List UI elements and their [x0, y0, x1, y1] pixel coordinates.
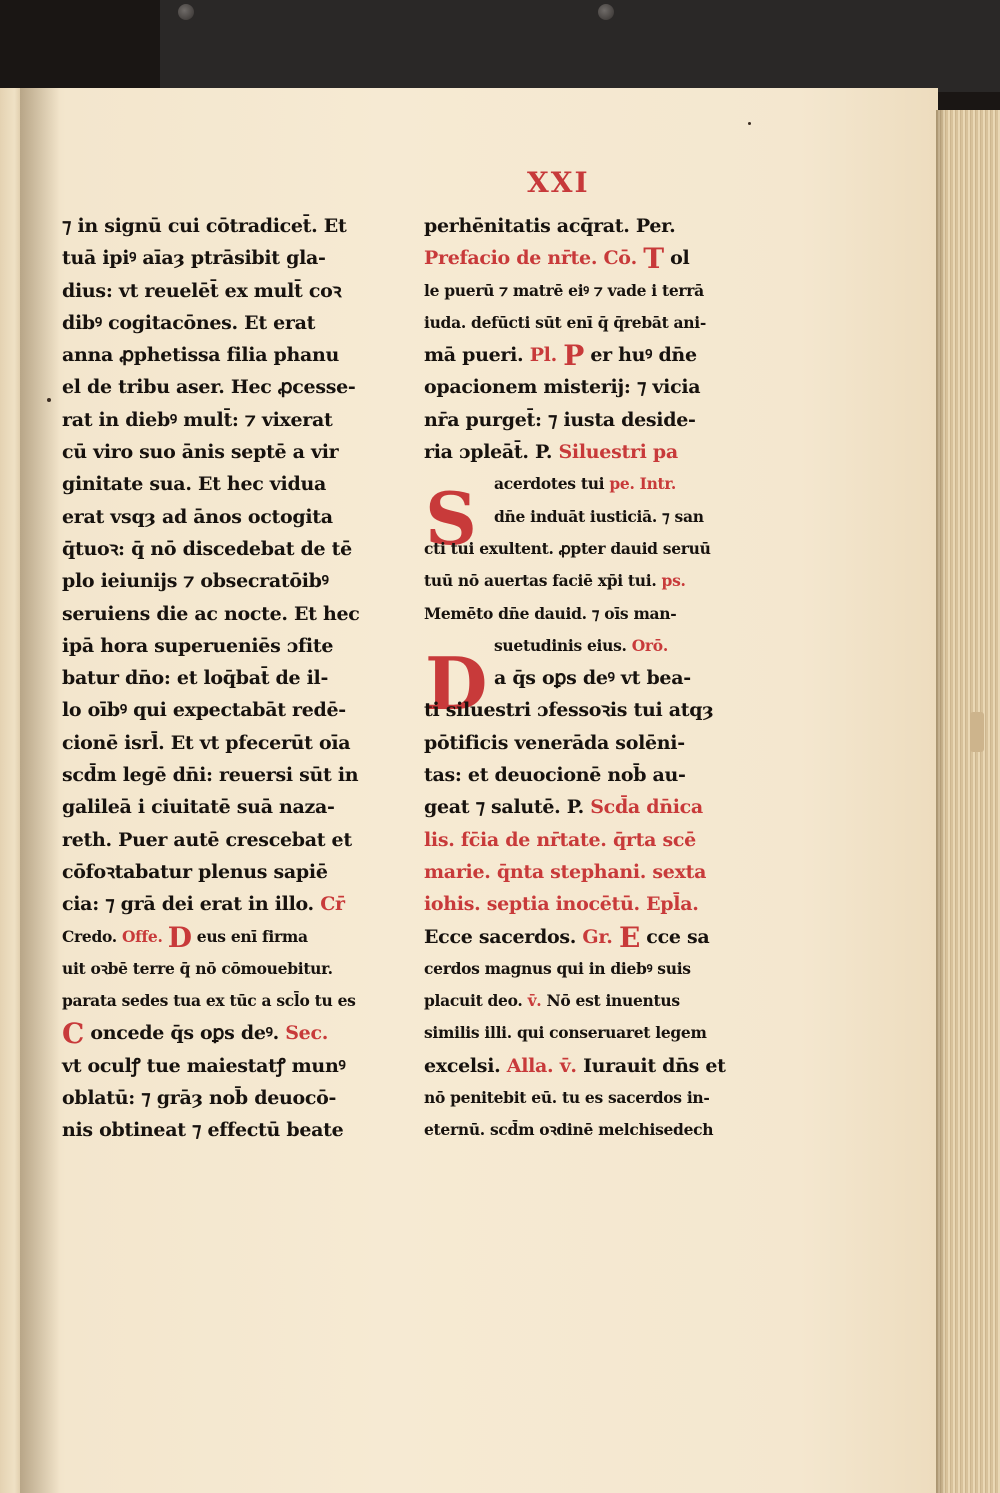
- text-segment: oncede q̄s oꝑs deꝰ.: [84, 1022, 286, 1045]
- rubric-text: ps.: [661, 571, 686, 591]
- rubric-text: lis. fc̄ia de nr̄tate. q̄rta scē: [424, 828, 696, 851]
- text-segment: plo ieiunijs ⁊ obsecratōibꝰ: [62, 570, 329, 593]
- initial-letter: E: [618, 920, 640, 954]
- text-line: [424, 1082, 740, 1114]
- text-segment: galileā i ciuitatē suā naza-: [62, 796, 335, 819]
- screw-icon: [598, 4, 614, 20]
- text-line: [62, 953, 382, 985]
- text-segment: dibꝰ cogitacōnes. Et erat: [62, 311, 316, 334]
- rubric-text: v̄.: [527, 991, 542, 1011]
- rubric-text: Scd̄a dn̄ica: [590, 796, 703, 819]
- text-segment: Ecce sacerdos.: [424, 925, 583, 948]
- text-segment: q̄tuoꝛ: q̄ nō discedebat de tē: [62, 537, 352, 560]
- text-segment: pōtificis venerāda solēni-: [424, 731, 685, 754]
- text-line: [424, 1050, 740, 1082]
- text-segment: similis illi. qui conseruaret legem: [424, 1023, 707, 1043]
- text-segment: mā pueri.: [424, 344, 530, 367]
- page-tab: [970, 712, 984, 752]
- rubric-text: Sec.: [285, 1022, 329, 1045]
- text-segment: reth. Puer autē crescebat et: [62, 828, 352, 851]
- text-line: [424, 662, 740, 694]
- text-segment: parata sedes tua ex tūc a scl̄o tu es: [62, 991, 356, 1011]
- text-segment: cōfoꝛtabatur plenus sapiē: [62, 860, 328, 883]
- text-line: [62, 404, 382, 436]
- scanner-frame: [160, 0, 1000, 92]
- text-segment: cionē isrl̄. Et vt pfecerūt oīa: [62, 731, 351, 754]
- folio-number: XXI: [527, 166, 590, 199]
- initial-letter: D: [167, 920, 192, 954]
- text-segment: Iurauit dn̄s et: [576, 1054, 726, 1077]
- rubric-text: marie. q̄nta stephani. sexta: [424, 860, 707, 883]
- text-segment: er huꝰ dn̄e: [584, 344, 697, 367]
- text-line: [424, 921, 740, 953]
- text-segment: batur dn̄o: et loq̄bat̄ de il-: [62, 667, 329, 690]
- text-segment: perhēnitatis acq̄rat. Per.: [424, 215, 676, 237]
- decorated-initial-s: S: [425, 476, 477, 561]
- text-column-left: [62, 210, 382, 1147]
- text-line: [424, 275, 740, 307]
- text-line: [424, 468, 740, 500]
- text-line: [62, 1050, 382, 1082]
- text-line: [62, 727, 382, 759]
- text-segment: ginitate sua. Et hec vidua: [62, 473, 326, 496]
- text-line: [62, 1114, 382, 1146]
- text-segment: cce sa: [639, 925, 710, 948]
- margin-mark: [47, 398, 51, 402]
- text-segment: rat in diebꝰ mult̄: ⁊ vixerat: [62, 408, 333, 431]
- rubric-text: Orō.: [631, 635, 668, 655]
- text-segment: ipā hora superueniēs ɔfite: [62, 634, 334, 657]
- text-segment: tuū nō auertas faciē xp̄i tui.: [424, 571, 662, 591]
- text-segment: tas: et deuocionē nob̄ au-: [424, 764, 686, 787]
- text-line: [62, 824, 382, 856]
- text-line: [62, 694, 382, 726]
- text-line: [62, 501, 382, 533]
- text-line: [424, 1114, 740, 1146]
- text-segment: cia: ⁊ grā dei erat in illo.: [62, 893, 321, 916]
- text-line: [62, 630, 382, 662]
- text-segment: ti siluestri ɔfessoꝛis tui atqȝ: [424, 699, 714, 722]
- decorated-initial-d: D: [425, 641, 488, 726]
- text-line: [62, 565, 382, 597]
- text-line: [62, 888, 382, 920]
- text-segment: geat ⁊ salutē. P.: [424, 796, 591, 819]
- text-segment: anna ꝓphetissa filia phanu: [62, 344, 340, 367]
- text-line: [62, 468, 382, 500]
- text-segment: suetudinis eius.: [494, 635, 632, 655]
- text-line: [424, 856, 740, 888]
- text-line: [62, 598, 382, 630]
- text-segment: Memēto dn̄e dauid. ⁊ oīs man-: [424, 603, 677, 623]
- rubric-text: Siluestri pa: [558, 441, 678, 464]
- text-line: [62, 662, 382, 694]
- rubric-text: iohis. septia inocētū. Epl̄a.: [424, 893, 699, 916]
- text-segment: nr̄a purget̄: ⁊ iusta deside-: [424, 408, 696, 431]
- text-line: [424, 1017, 740, 1049]
- text-segment: oblatū: ⁊ grāȝ nob̄ deuocō-: [62, 1087, 337, 1110]
- text-line: [424, 371, 740, 403]
- text-line: [62, 339, 382, 371]
- text-segment: tuā ipiꝰ aīaȝ ptrāsibit gla-: [62, 247, 326, 270]
- text-line: [62, 856, 382, 888]
- text-segment: cti tui exultent. ꝓpter dauid seruū: [424, 538, 711, 558]
- text-line: [62, 921, 382, 953]
- text-segment: acerdotes tui: [494, 474, 610, 494]
- text-line: [62, 275, 382, 307]
- text-segment: cū viro suo ānis septē a vir: [62, 441, 339, 464]
- rubric-text: Gr.: [582, 925, 613, 948]
- initial-letter: T: [643, 242, 664, 276]
- text-line: [424, 404, 740, 436]
- text-line: [424, 824, 740, 856]
- text-segment: scd̄m legē dn̄i: reuersi sūt in: [62, 764, 359, 787]
- initial-letter: P: [563, 339, 585, 373]
- text-line: [62, 791, 382, 823]
- spine-shadow: [20, 88, 60, 1493]
- text-column-right: [424, 210, 740, 1147]
- text-line: [424, 598, 740, 630]
- text-segment: eternū. scd̄m oꝛdinē melchisedech: [424, 1120, 714, 1140]
- text-segment: opacionem misterij: ⁊ vicia: [424, 376, 701, 399]
- text-line: [424, 242, 740, 274]
- text-line: [62, 759, 382, 791]
- text-line: [424, 953, 740, 985]
- text-line: [62, 436, 382, 468]
- text-line: [62, 533, 382, 565]
- text-line: [424, 533, 740, 565]
- text-line: [62, 210, 382, 242]
- text-line: [424, 727, 740, 759]
- rubric-text: Pl.: [529, 344, 557, 367]
- text-line: [424, 210, 740, 242]
- text-line: [62, 985, 382, 1017]
- text-segment: eus enī firma: [191, 926, 308, 946]
- text-line: [424, 501, 740, 533]
- text-segment: el de tribu aser. Hec ꝓcesse-: [62, 376, 356, 399]
- text-line: [424, 339, 740, 371]
- text-segment: dius: vt reuelēt̄ ex mult̄ coꝛ: [62, 279, 342, 302]
- initial-letter: C: [62, 1017, 84, 1051]
- text-segment: vt oculꝭ tue maiestatꝭ munꝰ: [62, 1054, 346, 1077]
- text-segment: iuda. defūcti sūt enī q̄ q̄rebāt ani-: [424, 312, 706, 332]
- rubric-text: Prefacio de nr̄te. Cō.: [424, 247, 637, 270]
- text-segment: placuit deo.: [424, 991, 528, 1011]
- text-segment: Nō est inuentus: [541, 991, 680, 1011]
- text-segment: nis obtineat ⁊ effectū beate: [62, 1119, 344, 1142]
- text-line: [424, 888, 740, 920]
- text-segment: ol: [663, 247, 690, 270]
- text-line: [424, 791, 740, 823]
- screw-icon: [178, 4, 194, 20]
- text-line: [424, 985, 740, 1017]
- text-line: [62, 307, 382, 339]
- text-line: [424, 436, 740, 468]
- text-segment: Credo.: [62, 926, 122, 946]
- text-line: [62, 1017, 382, 1049]
- rubric-text: Offe.: [121, 926, 163, 946]
- text-segment: cerdos magnus qui in diebꝰ suis: [424, 958, 691, 978]
- text-segment: uit oꝛbē terre q̄ nō cōmouebitur.: [62, 958, 333, 978]
- text-segment: seruiens die ac nocte. Et hec: [62, 602, 360, 625]
- text-segment: erat vsqȝ ad ānos octogita: [62, 505, 333, 528]
- text-line: [62, 1082, 382, 1114]
- text-line: [424, 307, 740, 339]
- text-line: [62, 371, 382, 403]
- text-segment: le puerū ⁊ matrē eiꝰ ⁊ vade i terrā: [424, 280, 704, 300]
- text-segment: nō penitebit eū. tu es sacerdos in-: [424, 1088, 710, 1108]
- rubric-text: v̄.: [559, 1054, 577, 1077]
- text-segment: excelsi.: [424, 1054, 507, 1077]
- text-line: [424, 759, 740, 791]
- text-line: [424, 630, 740, 662]
- rubric-text: Cr̄: [320, 893, 345, 916]
- rubric-text: Alla.: [506, 1054, 554, 1077]
- text-line: [424, 694, 740, 726]
- text-line: [62, 242, 382, 274]
- text-line: [424, 565, 740, 597]
- rubric-text: pe. Intr.: [609, 474, 676, 494]
- text-segment: dn̄e induāt iusticiā. ⁊ san: [494, 506, 704, 526]
- text-segment: ria ɔpleāt̄. P.: [424, 441, 559, 464]
- margin-mark: [748, 122, 751, 125]
- text-segment: lo oībꝰ qui expectabāt redē-: [62, 699, 346, 722]
- text-segment: ⁊ in signū cui cōtradicet̄. Et: [62, 215, 347, 237]
- text-segment: a q̄s oꝑs deꝰ vt bea-: [494, 667, 691, 690]
